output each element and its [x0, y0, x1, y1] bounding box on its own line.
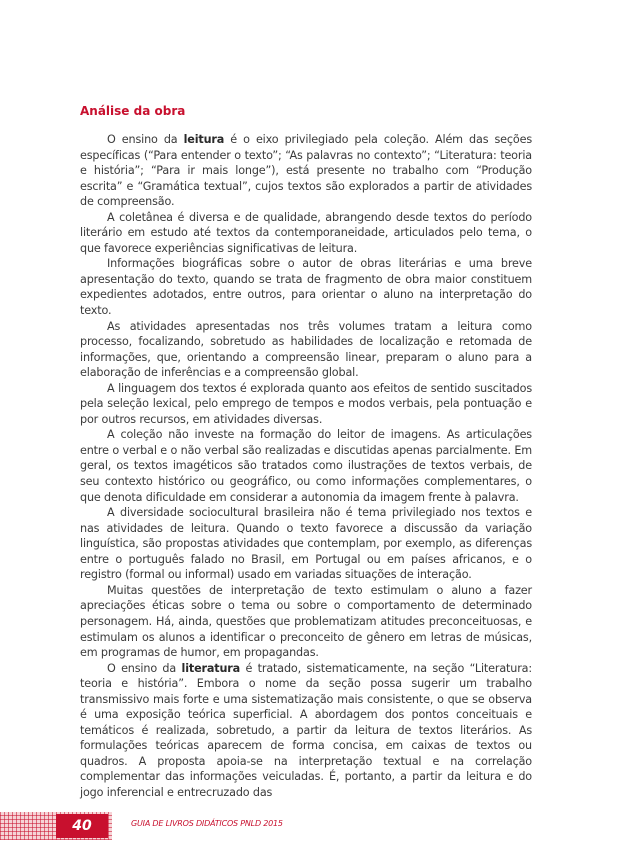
paragraph-text: é o eixo privilegiado pela coleção. Além das seções específicas (“Para entender o texto”; “As palavras no contexto”; “Literatura: teoria e história”; “Para ir mais longe”), está presente no trabalho com “Produção escrita” e “Gramática textual”, cujos textos são explorados a partir de atividades de compreensão.: [80, 133, 532, 209]
paragraph: Muitas questões de interpretação de texto estimulam o aluno a fazer apreciações éticas sobre o tema ou sobre o comportamento de determinado personagem. Há, ainda, questões que problematizam atitudes preconceituosas, e estimulam os alunos a identificar o preconceito de gênero em letras de músicas, em programas de humor, em propagandas.: [80, 583, 532, 660]
paragraph-text: é tratado, sistematicamente, na seção “Literatura: teoria e história”. Embora o nome da seção possa sugerir um trabalho transmissivo mais forte e uma sistematização mais consistente, o que se observa é uma exposição teórica superficial. A abordagem dos pontos conceituais e temáticos é realizada, sobretudo, a partir da leitura de textos literários. As formulações teóricas aparecem de forma concisa, em caixas de textos ou quadros. A proposta apoia-se na interpretação textual e na correlação complementar das informações veiculadas. É, portanto, a partir da leitura e do jogo inferencial e entrecruzado das: [80, 661, 533, 799]
paragraph: A coletânea é diversa e de qualidade, abrangendo desde textos do período literário em estudo até textos da contemporaneidade, articulados pelo tema, o que favorece experiências significativas de leitura.: [80, 210, 532, 255]
section-heading: Análise da obra: [80, 104, 186, 118]
page-number-box: [56, 814, 108, 838]
bold-term-literatura: literatura: [181, 661, 241, 675]
paragraph-literatura: [80, 661, 532, 801]
paragraph: A coleção não investe na formação do leitor de imagens. As articulações entre o verbal e o não verbal são realizadas e discutidas apenas parcialmente. Em geral, os textos imagéticos são tratados como ilustrações de textos verbais, de seu contexto histórico ou geográfico, ou como informações complementares, o que denota dificuldade em considerar a autonomia da imagem frente à palavra.: [80, 428, 532, 504]
paragraph: Informações biográficas sobre o autor de obras literárias e uma breve apresentação do texto, quando se trata de fragmento de obra maior constituem expedientes adotados, entre outros, para orientar o aluno na interpretação do texto.: [80, 257, 532, 318]
bold-term-leitura: leitura: [183, 133, 225, 146]
body-text: [80, 132, 532, 801]
footer-title: GUIA DE LIVROS DIDÁTICOS PNLD 2015: [131, 819, 283, 828]
paragraph: A linguagem dos textos é explorada quanto aos efeitos de sentido suscitados pela seleção lexical, pelo emprego de tempos e modos verbais, pela pontuação e por outros recursos, em atividades diversas.: [80, 381, 532, 426]
paragraph: As atividades apresentadas nos três volumes tratam a leitura como processo, focalizando, sobretudo as habilidades de localização e retomada de informações, que, orientando a compreensão linear, preparam o aluno para a elaboração de inferências e a compreensão global.: [80, 319, 532, 380]
paragraph-text: O ensino da: [107, 133, 184, 146]
page-number: 40: [72, 818, 92, 834]
page-footer: [0, 812, 638, 840]
paragraph: A diversidade sociocultural brasileira não é tema privilegiado nos textos e nas atividades de leitura. Quando o texto favorece a discussão da variação linguística, são propostas atividades que contemplam, por exemplo, as diferenças entre o português falado no Brasil, em Portugal ou em países africanos, e o registro (formal ou informal) usado em variadas situações de interação.: [80, 506, 532, 582]
paragraph-leitura: [80, 132, 532, 210]
paragraph-text: O ensino da: [107, 661, 182, 675]
